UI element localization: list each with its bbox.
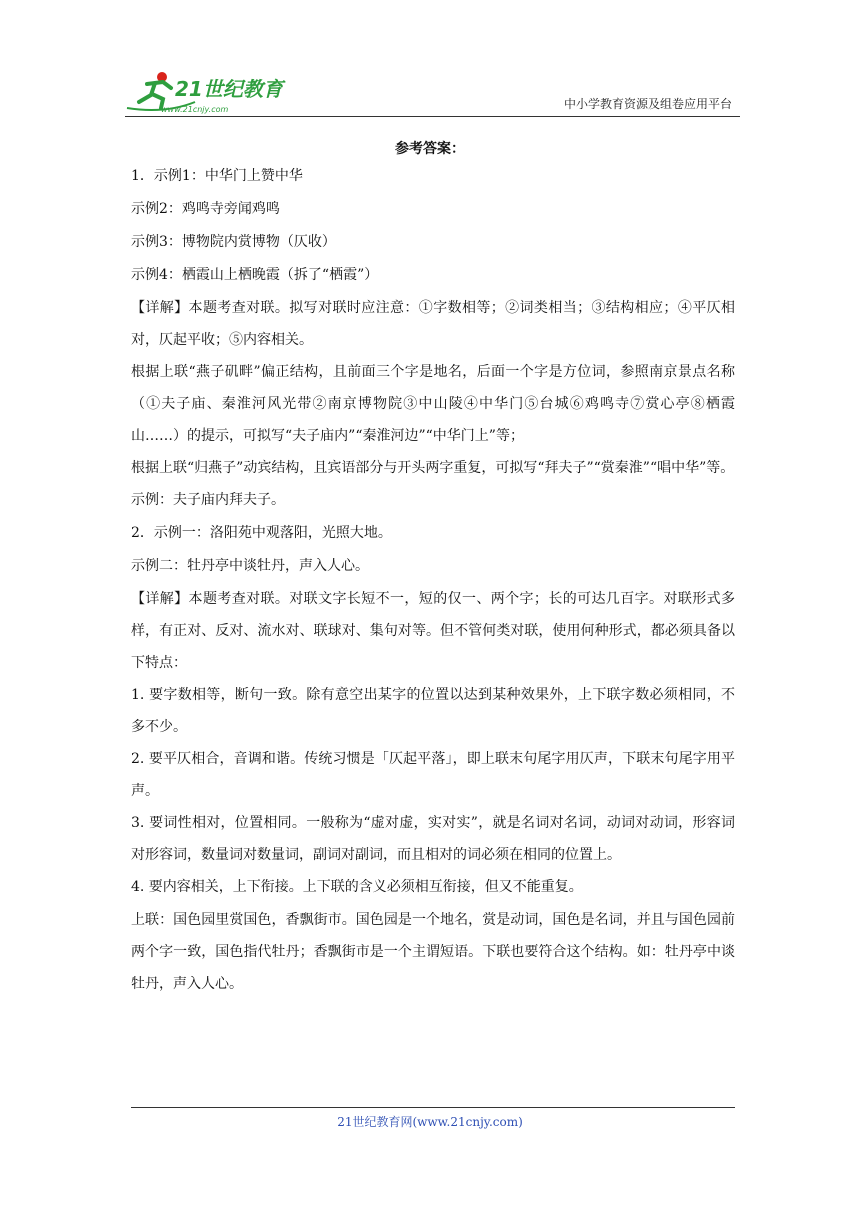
answer-content <box>131 160 735 1000</box>
svg-text:21世纪教育: 21世纪教育 <box>175 77 283 101</box>
explanation-paragraph: 根据上联“燕子矶畔”偏正结构，且前面三个字是地名，后面一个字是方位词，参照南京景点名称（①夫子庙、秦淮河风光带②南京博物院③中山陵④中华门⑤台城⑥鸡鸣寺⑦赏心亭⑧栖霞山……）的提示，可拟写“夫子庙内”“秦淮河边”“中华门上”等； <box>131 364 735 444</box>
rule-paragraph: 3. 要词性相对，位置相同。一般称为“虚对虚，实对实”，就是名词对名词，动词对动词，形容词对形容词，数量词对数量词，副词对副词，而且相对的词必须在相同的位置上。 <box>131 815 735 863</box>
footer-link[interactable]: 21世纪教育网(www.21cnjy.com) <box>337 1115 523 1129</box>
answer-line: 示例4：栖霞山上栖晚霞（拆了“栖霞”） <box>131 267 379 283</box>
svg-text:www.21cnjy.com: www.21cnjy.com <box>161 105 229 114</box>
page-header <box>125 68 740 116</box>
explanation-paragraph: 上联：国色园里赏国色，香飘街市。国色园是一个地名，赏是动词，国色是名词，并且与国色园前两个字一致，国色指代牡丹；香飘街市是一个主谓短语。下联也要符合这个结构。如：牡丹亭中谈牡丹，声入人心。 <box>131 912 735 992</box>
logo <box>125 68 295 116</box>
rule-paragraph: 2. 要平仄相合，音调和谐。传统习惯是「仄起平落」，即上联末句尾字用仄声，下联末句尾字用平声。 <box>131 751 735 799</box>
answer-line: 示例：夫子庙内拜夫子。 <box>131 492 285 508</box>
answer-line: 示例3：博物院内赏博物（仄收） <box>131 234 336 250</box>
page-title: 参考答案： <box>395 141 465 157</box>
answer-line: 示例2：鸡鸣寺旁闻鸡鸣 <box>131 201 280 217</box>
answer-line: 1．示例1：中华门上赞中华 <box>131 168 303 184</box>
logo-icon <box>125 68 295 116</box>
answer-line: 2．示例一：洛阳苑中观落阳，光照大地。 <box>131 525 392 541</box>
explanation-paragraph: 根据上联“归燕子”动宾结构，且宾语部分与开头两字重复，可拟写“拜夫子”“赏秦淮”“唱中华”等。 <box>131 460 735 476</box>
answer-line: 示例二：牡丹亭中谈牡丹，声入人心。 <box>131 558 369 574</box>
platform-name: 中小学教育资源及组卷应用平台 <box>563 97 732 111</box>
explanation-paragraph: 【详解】本题考查对联。拟写对联时应注意：①字数相等；②词类相当；③结构相应；④平仄相对，仄起平收；⑤内容相关。 <box>131 300 735 348</box>
footer-divider <box>131 1107 735 1108</box>
header-divider <box>125 116 740 117</box>
explanation-paragraph: 【详解】本题考查对联。对联文字长短不一，短的仅一、两个字；长的可达几百字。对联形式多样，有正对、反对、流水对、联球对、集句对等。但不管何类对联，使用何种形式，都必须具备以下特点： <box>131 591 735 671</box>
rule-paragraph: 4. 要内容相关，上下衔接。上下联的含义必须相互衔接，但又不能重复。 <box>131 879 583 895</box>
rule-paragraph: 1. 要字数相等，断句一致。除有意空出某字的位置以达到某种效果外，上下联字数必须相同，不多不少。 <box>131 687 735 735</box>
